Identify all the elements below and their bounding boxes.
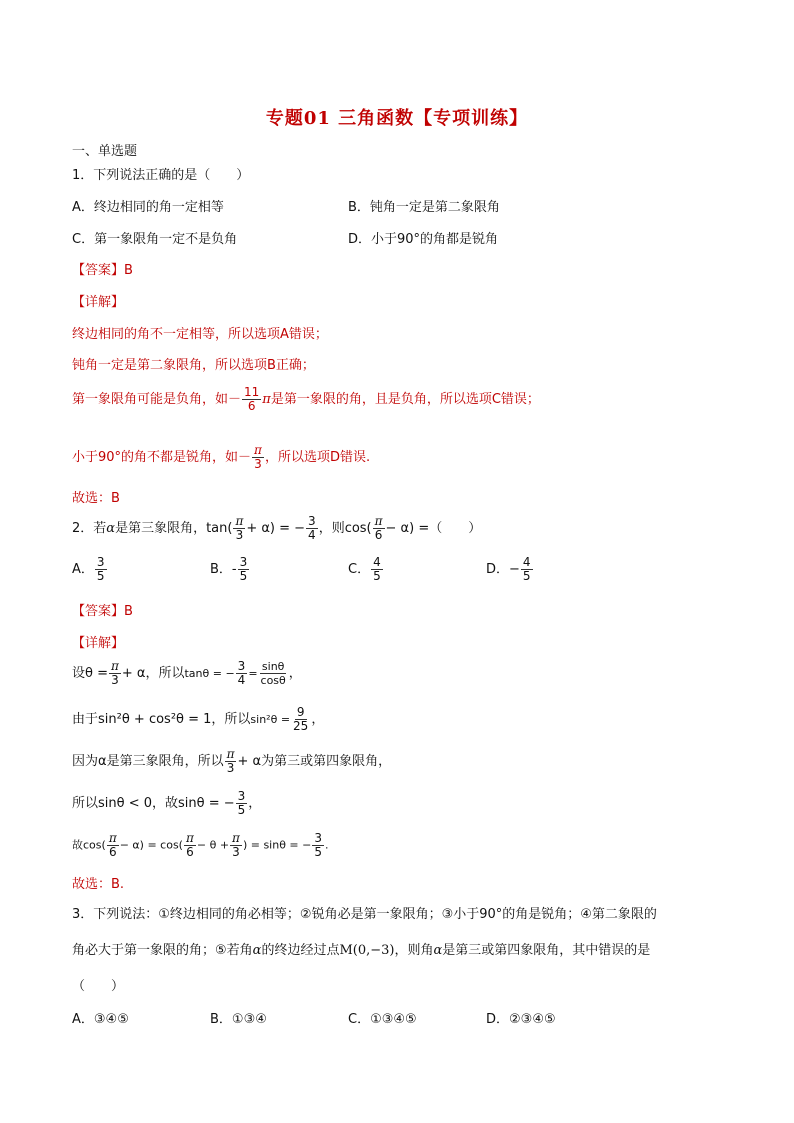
q1-l4-text-a: 小于90°的角不都是锐角，如－ — [72, 450, 252, 465]
q2-stem-c: + α) = − — [246, 521, 306, 536]
q1-choose: 故选：B — [72, 491, 120, 506]
q2-detail-line-2 — [72, 706, 324, 733]
q1-l3-fraction — [242, 386, 261, 413]
q2-l1-c: tanθ = − — [184, 667, 235, 680]
q2-l5-e: . — [325, 838, 329, 852]
q2-l5-pi-2: π — [185, 831, 194, 845]
q2-detail-line-4 — [72, 790, 261, 817]
q2-l2-tf: 25 — [293, 719, 309, 733]
q2-l1-a: 设θ = — [72, 666, 108, 681]
q3-option-d: D．②③④⑤ — [486, 1012, 556, 1027]
q2-d-den: 5 — [522, 569, 531, 583]
q2-l1-cos: cosθ — [260, 674, 286, 687]
q2-l2-nine: 9 — [296, 705, 305, 719]
page-title: 专题01 三角函数【专项训练】 — [265, 108, 529, 129]
q1-option-b: B．钝角一定是第二象限角 — [348, 200, 500, 215]
q2-stem-a: 2．若 — [72, 521, 107, 536]
q2-opt-b-label: B．- — [210, 562, 237, 577]
q2-alpha: α — [106, 521, 116, 536]
q1-detail-line-3 — [72, 386, 540, 413]
q2-l5-pi-1: π — [108, 831, 117, 845]
q2-l2-b: sin²θ = — [250, 713, 291, 726]
q3-option-a: A．③④⑤ — [72, 1012, 129, 1027]
q2-l4-5: 5 — [237, 803, 246, 817]
q3-alpha-1: α — [252, 943, 262, 958]
q2-l5-frac-1 — [107, 832, 119, 859]
q1-l3-text-a: 第一象限角可能是负角，如－ — [72, 392, 242, 407]
q1-l4-text-b: ，所以选项D错误. — [264, 450, 371, 465]
q2-opt-b-frac — [238, 556, 250, 583]
q1-l3-num: 11 — [244, 385, 260, 399]
q2-c-den: 5 — [373, 569, 381, 583]
q2-l4-3: 3 — [237, 789, 246, 803]
q3-point: M(0,−3) — [339, 943, 395, 958]
q1-option-c: C．第一象限角一定不是负角 — [72, 232, 238, 247]
q2-opt-a-label: A． — [72, 562, 94, 577]
q1-answer: 【答案】B — [72, 263, 133, 278]
q2-three-den: 3 — [235, 528, 244, 542]
q2-l5-3: 3 — [314, 831, 322, 845]
q2-six-den: 6 — [374, 528, 383, 542]
q1-l3-pi: π — [262, 392, 271, 407]
q2-34-num: 3 — [308, 514, 316, 528]
q2-34-den: 4 — [308, 528, 316, 542]
q2-l5-b: − α) = cos( — [119, 838, 183, 852]
q2-l1-3: 3 — [237, 659, 246, 673]
q1-l3-text-b: 是第一象限的角，且是负角，所以选项C错误； — [270, 392, 540, 407]
q2-l5-d: ) = sinθ = − — [242, 838, 312, 852]
q2-l3-a: 因为α是第三象限角，所以 — [72, 754, 224, 769]
q2-detail-line-1 — [72, 660, 302, 687]
q2-option-b — [210, 556, 250, 583]
q2-l5-pi-3: π — [232, 831, 240, 845]
q2-l5-six-2: 6 — [186, 845, 194, 859]
q2-l3-b: + α为第三或第四象限角， — [237, 754, 392, 769]
q2-l1-pi: π — [110, 659, 119, 673]
q2-frac-pi3 — [233, 515, 245, 542]
q2-d-num: 4 — [522, 555, 531, 569]
q3-line-3: （ ） — [72, 979, 125, 994]
q2-l1-4: 4 — [237, 673, 246, 687]
section-heading: 一、单选题 — [72, 144, 138, 159]
q2-detail-label: 【详解】 — [72, 636, 125, 651]
q2-detail-line-3 — [72, 748, 391, 775]
q2-l1-frac-34 — [236, 660, 248, 687]
q2-stem — [72, 515, 481, 542]
q2-choose: 故选：B. — [72, 877, 125, 892]
q3-option-b: B．①③④ — [210, 1012, 267, 1027]
q3-line-1: 3．下列说法：①终边相同的角必相等；②锐角必是第一象限角；③小于90°的角是锐角；④第二象限的 — [72, 907, 657, 922]
q2-l4-frac — [236, 790, 248, 817]
q2-b-den: 5 — [239, 569, 248, 583]
q2-l5-six-1: 6 — [108, 845, 117, 859]
q2-opt-d-label: D．− — [486, 562, 520, 577]
q2-pi-num: π — [235, 514, 244, 528]
q3-l2-d: 是第三或第四象限角，其中错误的是 — [442, 943, 651, 958]
q2-l5-three: 3 — [232, 845, 240, 859]
q1-stem: 1．下列说法正确的是（ ） — [72, 168, 250, 183]
q2-option-d — [486, 556, 534, 583]
q2-c-num: 4 — [373, 555, 381, 569]
q2-answer: 【答案】B — [72, 604, 133, 619]
q2-l2-a: 由于sin²θ + cos²θ = 1，所以 — [72, 712, 251, 727]
q2-l3-frac — [225, 748, 237, 775]
q3-l2-b: 的终边经过点 — [261, 943, 340, 958]
q3-option-c: C．①③④⑤ — [348, 1012, 417, 1027]
q2-a-num: 3 — [96, 555, 105, 569]
q2-l1-three: 3 — [111, 673, 119, 687]
q2-l5-5: 5 — [314, 845, 322, 859]
q3-line-2 — [72, 939, 650, 958]
q2-l4-a: 所以sinθ < 0，故sinθ = − — [72, 796, 235, 811]
q1-detail-line-1: 终边相同的角不一定相等，所以选项A错误； — [72, 327, 328, 342]
q2-pi6-num: π — [374, 514, 383, 528]
q2-l1-b: + α，所以 — [121, 666, 185, 681]
q2-l5-a: 故cos( — [72, 838, 106, 852]
q2-opt-c-label: C． — [348, 562, 371, 577]
q2-l1-d: = — [248, 667, 258, 680]
q2-detail-line-5 — [72, 832, 329, 859]
q2-stem-d: ，则cos( — [318, 521, 372, 536]
q2-l3-pi: π — [226, 747, 235, 761]
q3-l2-a: 角必大于第一象限的角；⑤若角 — [72, 943, 253, 958]
q2-opt-c-frac — [371, 556, 383, 583]
q2-l1-frac-sincos — [259, 660, 288, 687]
q3-l2-c: ，则角 — [394, 943, 434, 958]
q2-l5-frac-3 — [230, 832, 242, 859]
q2-l5-frac-2 — [184, 832, 196, 859]
q2-l1-sin: sinθ — [261, 660, 285, 673]
q3-alpha-2: α — [433, 943, 443, 958]
q2-l5-frac-4 — [312, 832, 324, 859]
q2-a-den: 5 — [96, 569, 105, 583]
q2-l4-b: ， — [248, 796, 262, 811]
q2-frac-34 — [306, 515, 318, 542]
q1-detail-label: 【详解】 — [72, 295, 125, 310]
q1-option-a: A．终边相同的角一定相等 — [72, 200, 224, 215]
q2-l3-three: 3 — [226, 761, 235, 775]
q2-l2-c: ， — [311, 712, 325, 727]
q2-option-c — [348, 556, 384, 583]
q2-frac-pi6 — [373, 515, 385, 542]
q2-opt-a-frac — [95, 556, 107, 583]
q1-l4-fraction — [252, 444, 264, 471]
q1-l3-den: 6 — [247, 399, 256, 413]
q2-l2-frac — [291, 706, 310, 733]
q2-l5-c: − θ + — [196, 838, 230, 852]
q2-b-num: 3 — [239, 555, 248, 569]
q1-l4-num: π — [254, 443, 262, 457]
q1-l4-den: 3 — [254, 457, 262, 471]
q1-option-d: D．小于90°的角都是锐角 — [348, 232, 499, 247]
q2-option-a — [72, 556, 108, 583]
q1-detail-line-2: 钝角一定是第二象限角，所以选项B正确； — [72, 358, 315, 373]
q2-l1-e: ， — [288, 666, 302, 681]
q2-stem-b: 是第三象限角，tan( — [115, 521, 233, 536]
q2-opt-d-frac — [521, 556, 533, 583]
q2-l1-frac-pi3 — [109, 660, 121, 687]
q1-detail-line-4 — [72, 444, 370, 471]
q2-stem-e: − α) =（ ） — [385, 521, 482, 536]
